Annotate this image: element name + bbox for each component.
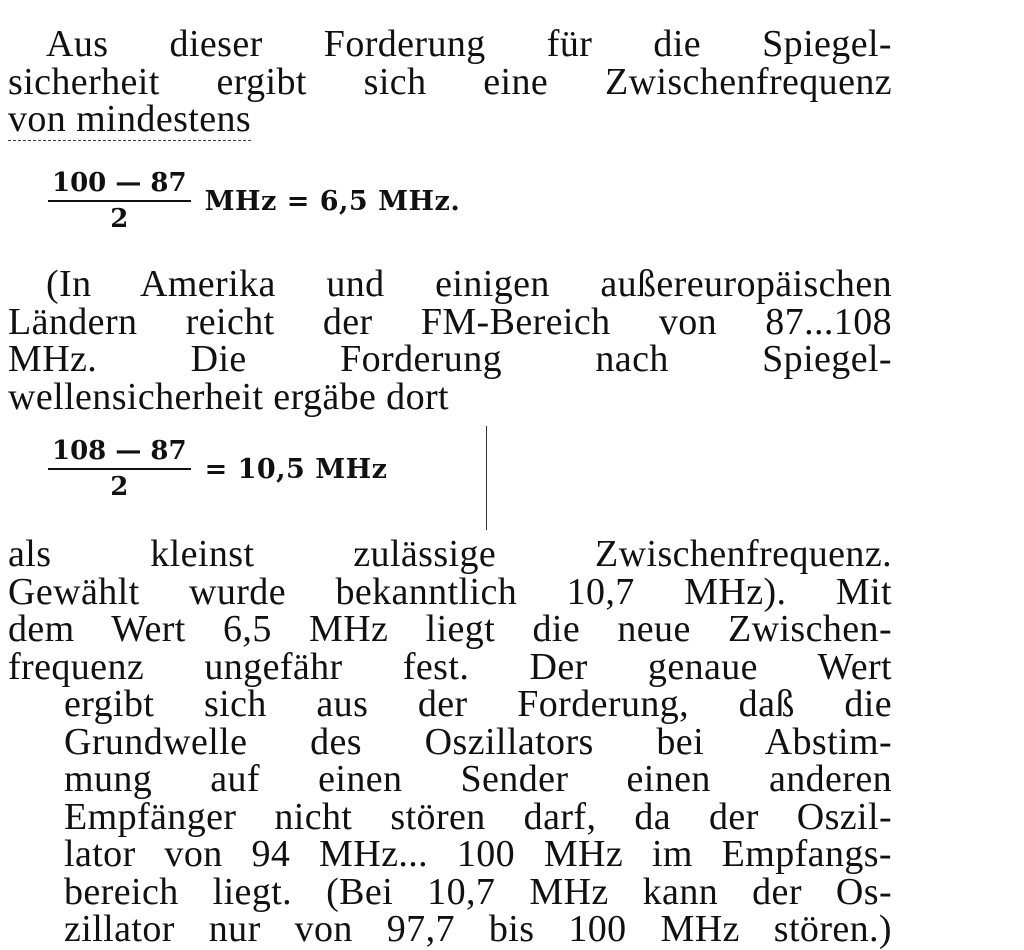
text-line: dem Wert 6,5 MHz liegt die neue Zwischen- [8,608,892,650]
text-line: MHz. Die Forderung nach Spiegel- [8,338,892,380]
text-line: ergibt sich aus der Forderung, daß die [64,683,892,725]
paragraph-intro [8,23,892,140]
fraction-bar [48,200,191,202]
text-line [8,98,892,140]
paragraph-oscillator [64,683,892,950]
text-line: Empfänger nicht stören darf, da der Oszil- [64,795,892,838]
text-line: sicherheit ergibt sich eine Zwischenfrequenz [8,60,892,103]
fraction-numerator: 108 — 87 [52,436,187,466]
text-line: Grundwelle des Oszillators bei Abstim- [64,720,892,763]
text-line: Ländern reicht der FM-Bereich von 87...108 [8,300,892,343]
fraction-denominator: 2 [110,472,129,502]
text-line: frequenz ungefähr fest. Der genaue Wert [8,645,892,688]
fraction-numerator: 100 — 87 [52,168,187,198]
formula-result: MHz = 6,5 MHz. [204,185,461,217]
paragraph-america [8,263,892,418]
vertical-rule [486,426,487,530]
text-line: (In Amerika und einigen außereuropäischen [46,263,892,305]
fraction [48,168,191,234]
text-line: lator von 94 MHz... 100 MHz im Empfangs- [64,833,892,875]
text-line-underlined: von mindestens [8,98,252,140]
fraction-denominator: 2 [110,204,129,234]
fraction-bar [48,468,191,470]
text-line: Gewählt wurde bekanntlich 10,7 MHz). Mit [8,570,892,613]
text-line: wellensicherheit ergäbe dort [8,375,449,418]
text-line: zillator nur von 97,7 bis 100 MHz stören.) [64,908,892,950]
text-line: mung auf einen Sender einen anderen [64,758,892,800]
text-line: als kleinst zulässige Zwischenfrequenz. [8,533,892,575]
fraction [48,436,191,502]
text-line: bereich liegt. (Bei 10,7 MHz kann der Os- [64,870,892,913]
formula-america-intermediate-frequency [48,436,387,502]
text-line: Aus dieser Forderung für die Spiegel- [46,23,892,65]
formula-result: = 10,5 MHz [204,453,388,485]
paragraph-chosen-frequency [8,533,892,688]
formula-min-intermediate-frequency [48,168,460,234]
